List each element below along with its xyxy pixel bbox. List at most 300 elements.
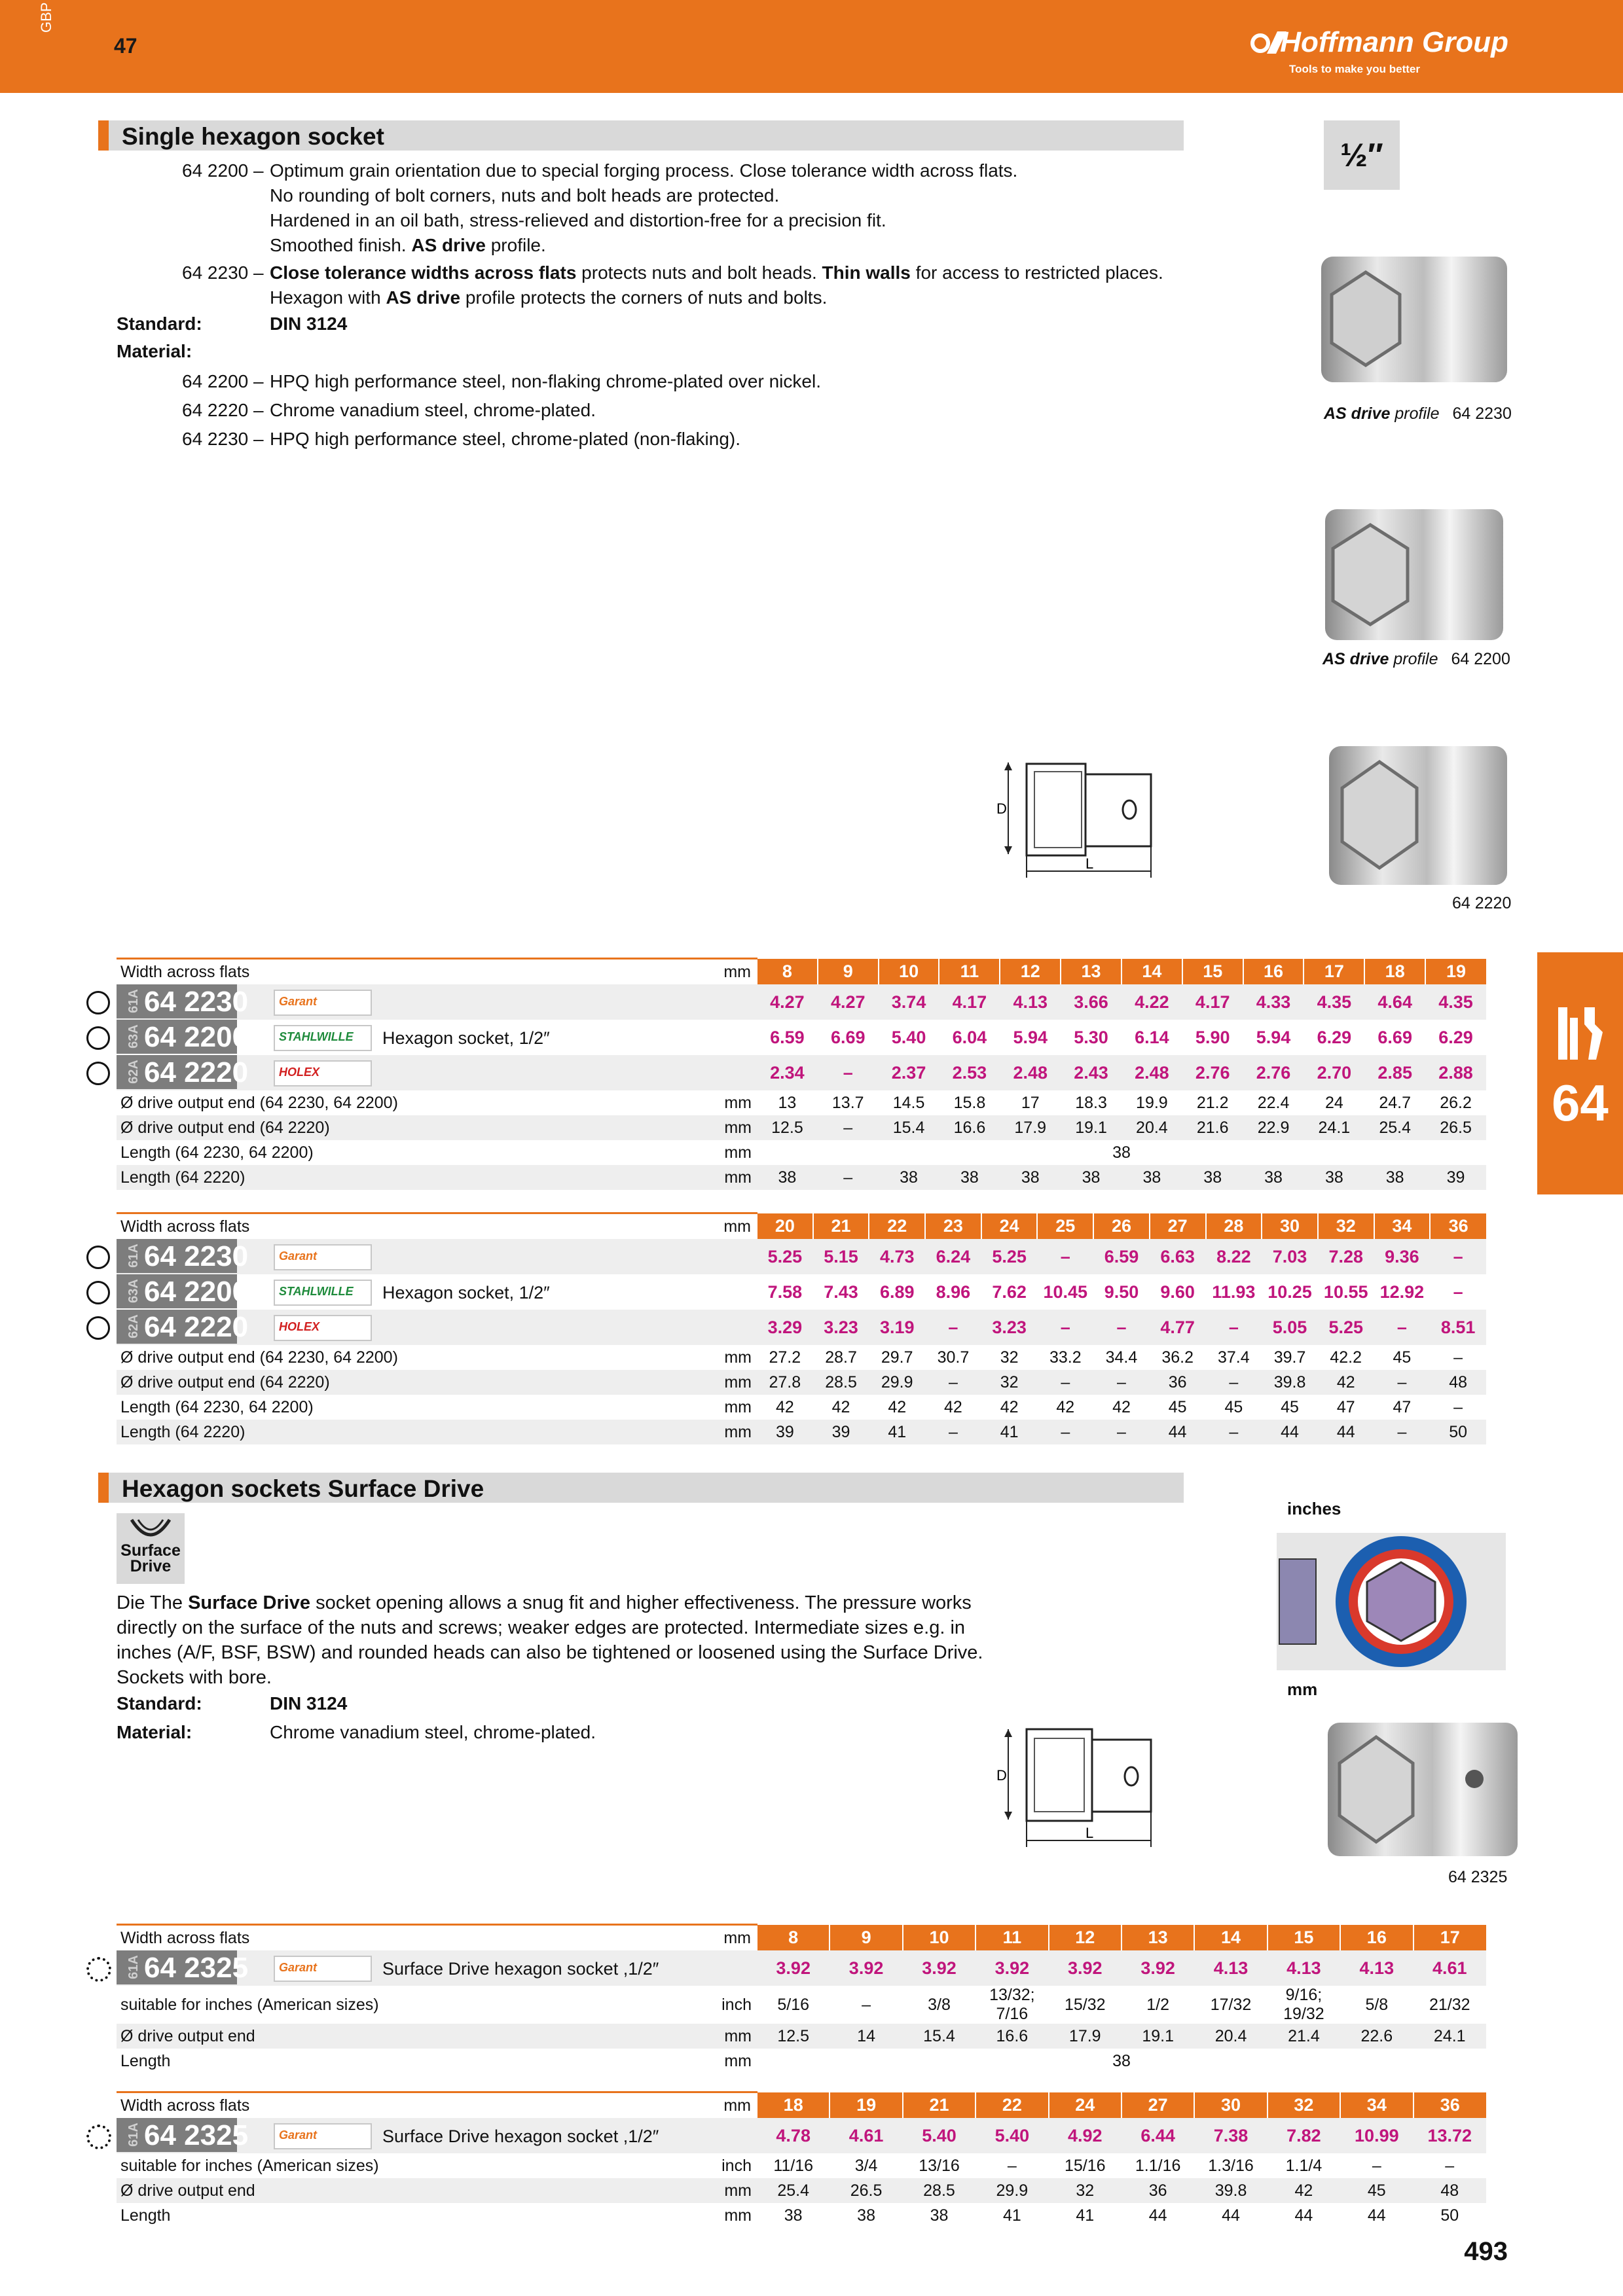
price-cell: 8.51 [1430,1310,1486,1345]
value-cell: 44 [1222,2206,1240,2225]
value-cell: – [1093,1420,1150,1444]
price-cell: 10.25 [1267,1282,1312,1302]
price-cell: 2.70 [1304,1055,1364,1090]
dimension-l: L [1085,855,1094,872]
value-cell: 42 [831,1397,850,1416]
size-header-row [117,1925,1486,1951]
price-cell: 10.55 [1323,1282,1368,1302]
price-cell: 3.23 [813,1310,869,1345]
row-label: Ø drive output end (64 2220) [117,1115,647,1140]
brand-logo-garant: Garant [274,1956,372,1982]
product-group: 62A [126,1060,141,1084]
row-label: Length [120,2206,171,2225]
price-cell: 5.25 [981,1239,1038,1274]
value-cell: 38 [1304,1165,1364,1190]
product-group: 63A [126,1279,141,1303]
value-cell: 17.9 [1049,2024,1122,2049]
value-cell: – [818,1115,879,1140]
surface-drive-select-icon[interactable] [86,2125,111,2149]
price-cell: 5.15 [813,1239,869,1274]
value-cell: 38 [1000,1165,1061,1190]
row-unit: mm [724,1093,752,1112]
value-cell: – [1037,1370,1093,1395]
product-number-block[interactable] [117,1020,249,1054]
price-cell: – [925,1310,981,1345]
price-cell: 5.25 [1318,1310,1374,1345]
size-cell: 12 [1000,959,1061,985]
value-cell: 38 [1182,1165,1243,1190]
value-cell: 38 [1243,1165,1304,1190]
value-cell: – [1453,1397,1463,1416]
size-cell: 11 [939,959,1000,985]
surface-drive-diagram-icon [1277,1533,1506,1670]
value-cell: 15.8 [953,1093,986,1112]
value-cell: 22.6 [1340,2024,1413,2049]
value-cell: 21.6 [1182,1115,1243,1140]
material-label: Material: [117,341,192,361]
value-cell: 25.4 [1364,1115,1425,1140]
price-cell: 4.61 [1413,1950,1486,1986]
value-cell: 27.8 [757,1370,813,1395]
brand-logo-garant: Garant [274,1244,372,1270]
value-cell: 26.5 [1425,1115,1486,1140]
price-cell: 4.13 [1267,1950,1340,1986]
product-cell[interactable] [117,1055,757,1090]
value-cell: 39.8 [1262,1370,1318,1395]
product-group: 61A [126,1244,141,1268]
value-cell: 38 [1112,2051,1131,2070]
row-unit: mm [647,1213,757,1240]
chapter-tab[interactable] [1537,952,1623,1194]
select-circle-icon[interactable] [86,1281,110,1304]
price-cell: 6.59 [770,1027,805,1047]
value-cell: 42.2 [1330,1348,1362,1367]
label-inches: inches [1287,1499,1341,1518]
price-cell: 6.24 [925,1239,981,1274]
product-row [117,1310,1486,1345]
price-cell: 2.85 [1364,1055,1425,1090]
row-unit: inch [721,1995,752,2014]
value-cell: 44 [1262,1420,1318,1444]
value-cell: 22.9 [1243,1115,1304,1140]
value-cell: 39 [1425,1165,1486,1190]
value-cell: 38 [930,2206,949,2225]
product-number-block[interactable] [117,1950,249,1984]
value-cell: 24.7 [1379,1093,1412,1112]
value-cell: 38 [1112,1143,1131,1162]
value-cell: 16.6 [976,2024,1048,2049]
value-cell: 32 [981,1370,1038,1395]
value-cell: 45 [1393,1348,1412,1367]
value-cell: 20.4 [1194,2024,1267,2049]
product-number: 64 2230 [144,1240,249,1272]
value-cell: 24 [1324,1093,1343,1112]
hex-opening-icon [1329,522,1412,627]
row-label: Ø drive output end (64 2220) [117,1370,647,1395]
product-number: 64 2220 [144,1311,249,1343]
value-cell: 44 [1367,2206,1386,2225]
product-row [117,1239,1486,1274]
spec-row [117,2049,1486,2073]
price-cell: 6.44 [1122,2118,1194,2153]
product-number-block[interactable] [117,984,249,1018]
value-cell: 17 [1021,1093,1040,1112]
size-cell: 13 [1122,1925,1194,1951]
product-number-block[interactable] [117,1310,249,1344]
price-cell: 5.94 [1013,1027,1048,1047]
size-cell: 10 [879,959,939,985]
spec-row [117,1090,1486,1115]
spec-row [117,1140,1486,1165]
brand-logo-holex: HOLEX [274,1060,372,1086]
price-cell: 5.40 [891,1027,926,1047]
value-cell: 32 [1049,2178,1122,2203]
value-cell: – [1093,1370,1150,1395]
value-cell: 38 [857,2206,875,2225]
price-cell: 4.78 [757,2118,830,2153]
size-cell: 9 [818,959,879,985]
value-cell: 3/4 [854,2156,878,2175]
product-cell[interactable] [117,984,757,1020]
value-cell: 41 [981,1420,1038,1444]
value-cell: 29.9 [976,2178,1048,2203]
brand-tagline: Tools to make you better [1289,63,1420,75]
price-cell: 7.58 [767,1282,803,1302]
spec-table-1b [117,1212,1486,1444]
spec-row [117,1420,1486,1444]
desc-line: Hardened in an oil bath, stress-relieved and distortion-free for a precision fit. [270,210,886,230]
spec-row [117,2203,1486,2228]
surface-drive-select-icon[interactable] [86,1957,111,1982]
row-unit: mm [647,1925,757,1951]
value-cell: 28.5 [813,1370,869,1395]
value-cell: 39.7 [1273,1348,1306,1367]
select-circle-icon[interactable] [86,991,110,1014]
price-cell: 4.27 [818,984,879,1020]
size-cell: 16 [1340,1925,1413,1951]
value-cell: – [818,1165,879,1190]
value-cell: 24.1 [1413,2024,1486,2049]
value-cell: 38 [784,2206,803,2225]
product-number: 64 2230 [144,986,249,1018]
row-unit: mm [647,1165,757,1190]
section-title: Single hexagon socket [122,123,384,150]
price-cell: 4.13 [1194,1950,1267,1986]
product-group: 62A [126,1314,141,1338]
size-cell: 27 [1122,2092,1194,2119]
value-cell: – [1037,1420,1093,1444]
size-cell: 22 [869,1213,925,1240]
product-group: 61A [126,1955,141,1979]
section-title: Hexagon sockets Surface Drive [122,1475,484,1502]
row-label: Width across flats [117,1213,647,1240]
size-cell: 34 [1374,1213,1431,1240]
price-cell: 2.53 [939,1055,1000,1090]
desc-2200 [270,158,1199,258]
standard-label: Standard: [117,314,202,334]
price-cell: 9.36 [1374,1239,1431,1274]
price-cell: – [1453,1282,1463,1302]
select-circle-icon[interactable] [86,1246,110,1269]
product-number: 64 2220 [144,1056,249,1088]
value-cell: 38 [1364,1165,1425,1190]
value-cell: – [862,1995,871,2014]
value-cell: 16.6 [939,1115,1000,1140]
row-unit: mm [647,2024,757,2049]
size-cell: 17 [1413,1925,1486,1951]
size-cell: 21 [813,1213,869,1240]
price-cell: 2.48 [1000,1055,1061,1090]
value-cell: 42 [888,1397,907,1416]
socket-image-642220 [1329,746,1507,885]
product-cell[interactable] [117,1274,757,1310]
value-cell: 19.1 [1061,1115,1122,1140]
price-cell: 3.66 [1061,984,1122,1020]
value-cell: 48 [1430,1370,1486,1395]
value-cell: 50 [1430,1420,1486,1444]
price-cell: 6.69 [1377,1027,1412,1047]
value-cell: 44 [1294,2206,1313,2225]
value-cell: 24.1 [1304,1115,1364,1140]
price-cell: 6.14 [1135,1027,1169,1047]
size-cell: 9 [830,1925,902,1951]
value-cell: 48 [1413,2178,1486,2203]
price-cell: 3.92 [1122,1950,1194,1986]
surface-drive-description: Die The Surface Drive socket opening allows a snug fit and higher effectiveness. The pressure works directly on the surface of the nuts and screws; weaker edges are protected. Intermediate sizes e.g. in inches (A/F, BSF, BSW) and rounded heads can also be tightened or loosened using the Surface Drive. Sockets with bore. [117,1592,983,1688]
row-unit: mm [724,1397,752,1416]
product-row [117,2118,1486,2153]
product-cell[interactable] [117,1239,757,1274]
price-cell: 2.88 [1425,1055,1486,1090]
product-cell[interactable] [117,1310,757,1345]
value-cell: 28.5 [903,2178,976,2203]
row-label: Length (64 2220) [117,1165,647,1190]
price-cell: 7.38 [1194,2118,1267,2153]
size-cell: 21 [903,2092,976,2119]
value-cell: 17.9 [1000,1115,1061,1140]
value-cell: 39 [813,1420,869,1444]
value-cell: 19.1 [1122,2024,1194,2049]
product-number-block[interactable] [117,2118,249,2152]
size-cell: 19 [830,2092,902,2119]
material-label: Material: [117,1722,192,1742]
size-cell: 32 [1267,2092,1340,2119]
product-number-block[interactable] [117,1274,249,1308]
price-cell: 3.29 [757,1310,813,1345]
product-group: 61A [126,989,141,1013]
value-cell: 26.5 [830,2178,902,2203]
price-cell: 4.35 [1425,984,1486,1020]
standard-value: DIN 3124 [270,1693,348,1713]
brand-logo-holex: HOLEX [274,1315,372,1341]
value-cell: 11/16 [773,2156,814,2175]
row-unit: mm [724,2051,752,2070]
row-unit: mm [647,1370,757,1395]
price-cell: 6.29 [1438,1027,1473,1047]
hex-opening-icon [1336,1734,1417,1844]
row-unit: mm [647,1115,757,1140]
price-cell: 3.92 [757,1950,830,1986]
row-unit: mm [724,1143,752,1162]
price-cell: 2.48 [1122,1055,1182,1090]
value-cell: 38 [1061,1165,1122,1190]
value-cell: 42 [1000,1397,1019,1416]
value-cell: 32 [1000,1348,1019,1367]
catalog-page-number: 47 [114,34,137,58]
value-cell: – [925,1420,981,1444]
dimension-d: D [996,800,1007,817]
size-cell: 14 [1122,959,1182,985]
material-value: Chrome vanadium steel, chrome-plated. [270,1722,596,1742]
product-cell[interactable] [117,1020,757,1055]
price-cell: – [1430,1239,1486,1274]
product-cell[interactable] [117,2118,757,2153]
product-number: 64 2200 [144,1021,249,1053]
dimension-drawing [995,756,1185,880]
product-group: 63A [126,1024,141,1049]
price-cell: – [1206,1310,1262,1345]
size-cell: 24 [981,1213,1038,1240]
surface-drive-icon [128,1516,173,1542]
value-cell: 42 [944,1397,962,1416]
price-cell: 3.92 [830,1950,902,1986]
price-cell: 2.37 [879,1055,939,1090]
size-cell: 8 [757,959,818,985]
price-cell: 3.92 [903,1950,976,1986]
price-cell: 13.72 [1413,2118,1486,2153]
socket-image-642230 [1321,257,1507,382]
price-cell: 6.69 [830,1027,866,1047]
size-cell: 24 [1049,2092,1122,2119]
value-cell: 34.4 [1105,1348,1138,1367]
row-label: Length (64 2230, 64 2200) [120,1397,314,1416]
row-label: Ø drive output end [117,2178,647,2203]
price-cell: 5.90 [1195,1027,1230,1047]
product-row [117,1020,1486,1055]
caption-642220: 64 2220 [1452,894,1512,912]
value-cell: 44 [1318,1420,1374,1444]
price-cell: – [1037,1239,1093,1274]
socket-image-642200 [1325,509,1503,640]
dimension-drawing [995,1721,1185,1852]
product-row [117,984,1486,1020]
row-label: Width across flats [117,1925,647,1951]
value-cell: 29.9 [869,1370,925,1395]
size-cell: 25 [1037,1213,1093,1240]
surface-drive-diagram [1277,1533,1506,1670]
value-cell: 13/32; 7/16 [989,1986,1035,2023]
section-header-single-hex [98,120,1184,151]
value-cell: 5/8 [1365,1995,1389,2014]
value-cell: 25.4 [757,2178,830,2203]
product-description: Hexagon socket, 1/2″ [382,1028,550,1048]
section-header-surface-drive [98,1473,1184,1503]
value-cell: – [1374,1420,1431,1444]
select-circle-icon[interactable] [86,1062,110,1085]
size-cell: 10 [903,1925,976,1951]
select-circle-icon[interactable] [86,1316,110,1340]
value-cell: 12.5 [757,1115,818,1140]
spec-row [117,1370,1486,1395]
value-cell: – [925,1370,981,1395]
price-cell: 4.17 [1182,984,1243,1020]
size-cell: 13 [1061,959,1122,985]
value-cell: 44 [1148,2206,1167,2225]
value-cell: 47 [1393,1397,1412,1416]
product-cell[interactable] [117,1950,757,1986]
price-cell: 4.61 [830,2118,902,2153]
product-row [117,1055,1486,1090]
price-cell: 7.03 [1262,1239,1318,1274]
row-label: Ø drive output end [117,2024,647,2049]
size-cell: 36 [1413,2092,1486,2119]
value-cell: 42 [1267,2178,1340,2203]
price-cell: 6.63 [1150,1239,1206,1274]
value-cell: 15/16 [1064,2156,1106,2175]
price-cell: 11.93 [1212,1282,1256,1302]
size-cell: 22 [976,2092,1048,2119]
value-cell: 39.8 [1194,2178,1267,2203]
price-cell: 7.28 [1318,1239,1374,1274]
value-cell: 15.4 [879,1115,939,1140]
value-cell: 3/8 [928,1995,951,2014]
value-cell: 30.7 [937,1348,970,1367]
price-cell: 3.19 [869,1310,925,1345]
size-cell: 18 [757,2092,830,2119]
product-number-block[interactable] [117,1055,249,1089]
row-unit: mm [647,1420,757,1444]
chapter-number: 64 [1552,1074,1609,1132]
product-number-block[interactable] [117,1239,249,1273]
size-cell: 20 [757,1213,813,1240]
size-cell: 17 [1304,959,1364,985]
price-cell: – [1037,1310,1093,1345]
label-mm: mm [1287,1679,1318,1699]
price-cell: 2.34 [757,1055,818,1090]
value-cell: 1.1/16 [1135,2156,1181,2175]
price-cell: 9.60 [1160,1282,1195,1302]
page-number: 493 [1464,2237,1508,2266]
spec-row [117,1345,1486,1370]
language-code: GBP [38,2,54,33]
price-cell: 4.92 [1049,2118,1122,2153]
row-label: Ø drive output end (64 2230, 64 2200) [120,1348,398,1367]
size-cell: 15 [1182,959,1243,985]
price-cell: 4.27 [757,984,818,1020]
desc-line: Optimum grain orientation due to special forging process. Close tolerance width across flats. [270,160,1018,181]
row-unit: mm [724,2206,752,2225]
value-cell: 13.7 [831,1093,864,1112]
size-cell: 16 [1243,959,1304,985]
product-description: Surface Drive hexagon socket ,1/2″ [382,1958,659,1979]
price-cell: 5.30 [1074,1027,1108,1047]
value-cell: 33.2 [1049,1348,1082,1367]
value-cell: 42 [1112,1397,1131,1416]
select-circle-icon[interactable] [86,1026,110,1050]
value-cell: 36.2 [1161,1348,1194,1367]
value-cell: 41 [1002,2206,1021,2225]
price-cell: 10.99 [1340,2118,1413,2153]
product-description: Surface Drive hexagon socket ,1/2″ [382,2126,659,2146]
price-cell: 5.40 [976,2118,1048,2153]
price-cell: 6.59 [1093,1239,1150,1274]
price-cell: 7.82 [1267,2118,1340,2153]
value-cell: 13/16 [919,2156,960,2175]
row-label: suitable for inches (American sizes) [120,2156,379,2175]
value-cell: – [1445,2156,1455,2175]
brand-name: Hoffmann Group [1280,26,1508,58]
material-list: 64 2200 – HPQ high performance steel, non-flaking chrome-plated over nickel. 64 2220 – Chrome vanadium steel, chrome-plated. 64 2230 – HPQ high performance steel, chrome-plated (non-flaking). [182,371,821,449]
